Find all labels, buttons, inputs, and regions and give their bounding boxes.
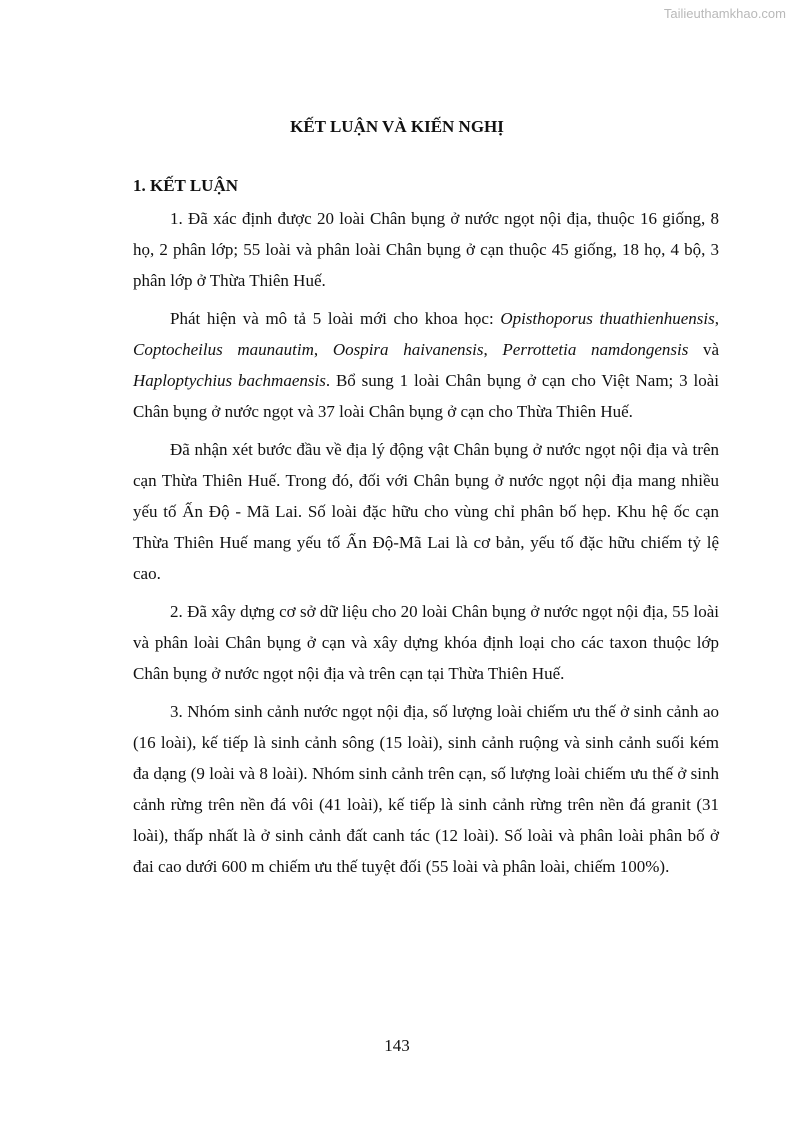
watermark: Tailieuthamkhao.com — [663, 6, 786, 21]
separator: , — [313, 340, 333, 359]
paragraph-4: 2. Đã xây dựng cơ sở dữ liệu cho 20 loài Chân bụng ở nước ngọt nội địa, 55 loài và phân loài Chân bụng ở cạn và xây dựng khóa định loại cho các taxon thuộc lớp Chân bụng ở nước ngọt nội địa và trên cạn tại Thừa Thiên Huế. — [133, 602, 719, 683]
paragraph-1: 1. Đã xác định được 20 loài Chân bụng ở nước ngọt nội địa, thuộc 16 giống, 8 họ, 2 phân lớp; 55 loài và phân loài Chân bụng ở cạn thuộc 45 giống, 18 họ, 4 bộ, 3 phân lớp ở Thừa Thiên Huế. — [133, 209, 719, 290]
paragraph-2-rest: . Bổ sung 1 loài Chân bụng ở cạn cho Việt Nam; 3 loài Chân bụng ở nước ngọt và 37 loài Chân bụng ở cạn cho Thừa Thiên Huế. — [133, 371, 719, 421]
separator: , — [483, 340, 503, 359]
separator: và — [688, 340, 720, 359]
species-name: Opisthoporus thuathienhuensis — [500, 309, 715, 328]
page-number: 143 — [384, 1036, 410, 1055]
page-title: KẾT LUẬN VÀ KIẾN NGHỊ — [290, 117, 504, 136]
species-name: Coptocheilus maunautim — [133, 340, 314, 359]
species-name: Haploptychius bachmaensis — [133, 371, 326, 390]
paragraph-2-intro: Phát hiện và mô tả 5 loài mới cho khoa học: — [170, 309, 501, 328]
section-heading: 1. KẾT LUẬN — [133, 176, 239, 195]
body-text — [133, 203, 719, 889]
paragraph-5: 3. Nhóm sinh cảnh nước ngọt nội địa, số lượng loài chiếm ưu thế ở sinh cảnh ao (16 loài), kế tiếp là sinh cảnh sông (15 loài), sinh cảnh ruộng và sinh cảnh suối kém đa dạng (9 loài và 8 loài). Nhóm sinh cảnh trên cạn, số lượng loài chiếm ưu thế ở sinh cảnh rừng trên nền đá vôi (41 loài), kế tiếp là sinh cảnh rừng trên nền đá granit (31 loài), thấp nhất là ở sinh cảnh đất canh tác (12 loài). Số loài và phân loài phân bố ở đai cao dưới 600 m chiếm ưu thế tuyệt đối (55 loài và phân loài, chiếm 100%). — [133, 702, 719, 876]
species-name: Oospira haivanensis — [332, 340, 484, 359]
paragraph-3: Đã nhận xét bước đầu về địa lý động vật Chân bụng ở nước ngọt nội địa và trên cạn Thừa Thiên Huế. Trong đó, đối với Chân bụng ở nước ngọt nội địa mang nhiều yếu tố Ấn Độ - Mã Lai. Số loài đặc hữu cho vùng chỉ phân bố hẹp. Khu hệ ốc cạn Thừa Thiên Huế mang yếu tố Ấn Độ-Mã Lai là cơ bản, yếu tố đặc hữu chiếm tỷ lệ cao. — [133, 440, 719, 583]
species-name: Perrottetia namdongensis — [502, 340, 689, 359]
separator: , — [714, 309, 719, 328]
paragraph-2 — [133, 303, 719, 427]
